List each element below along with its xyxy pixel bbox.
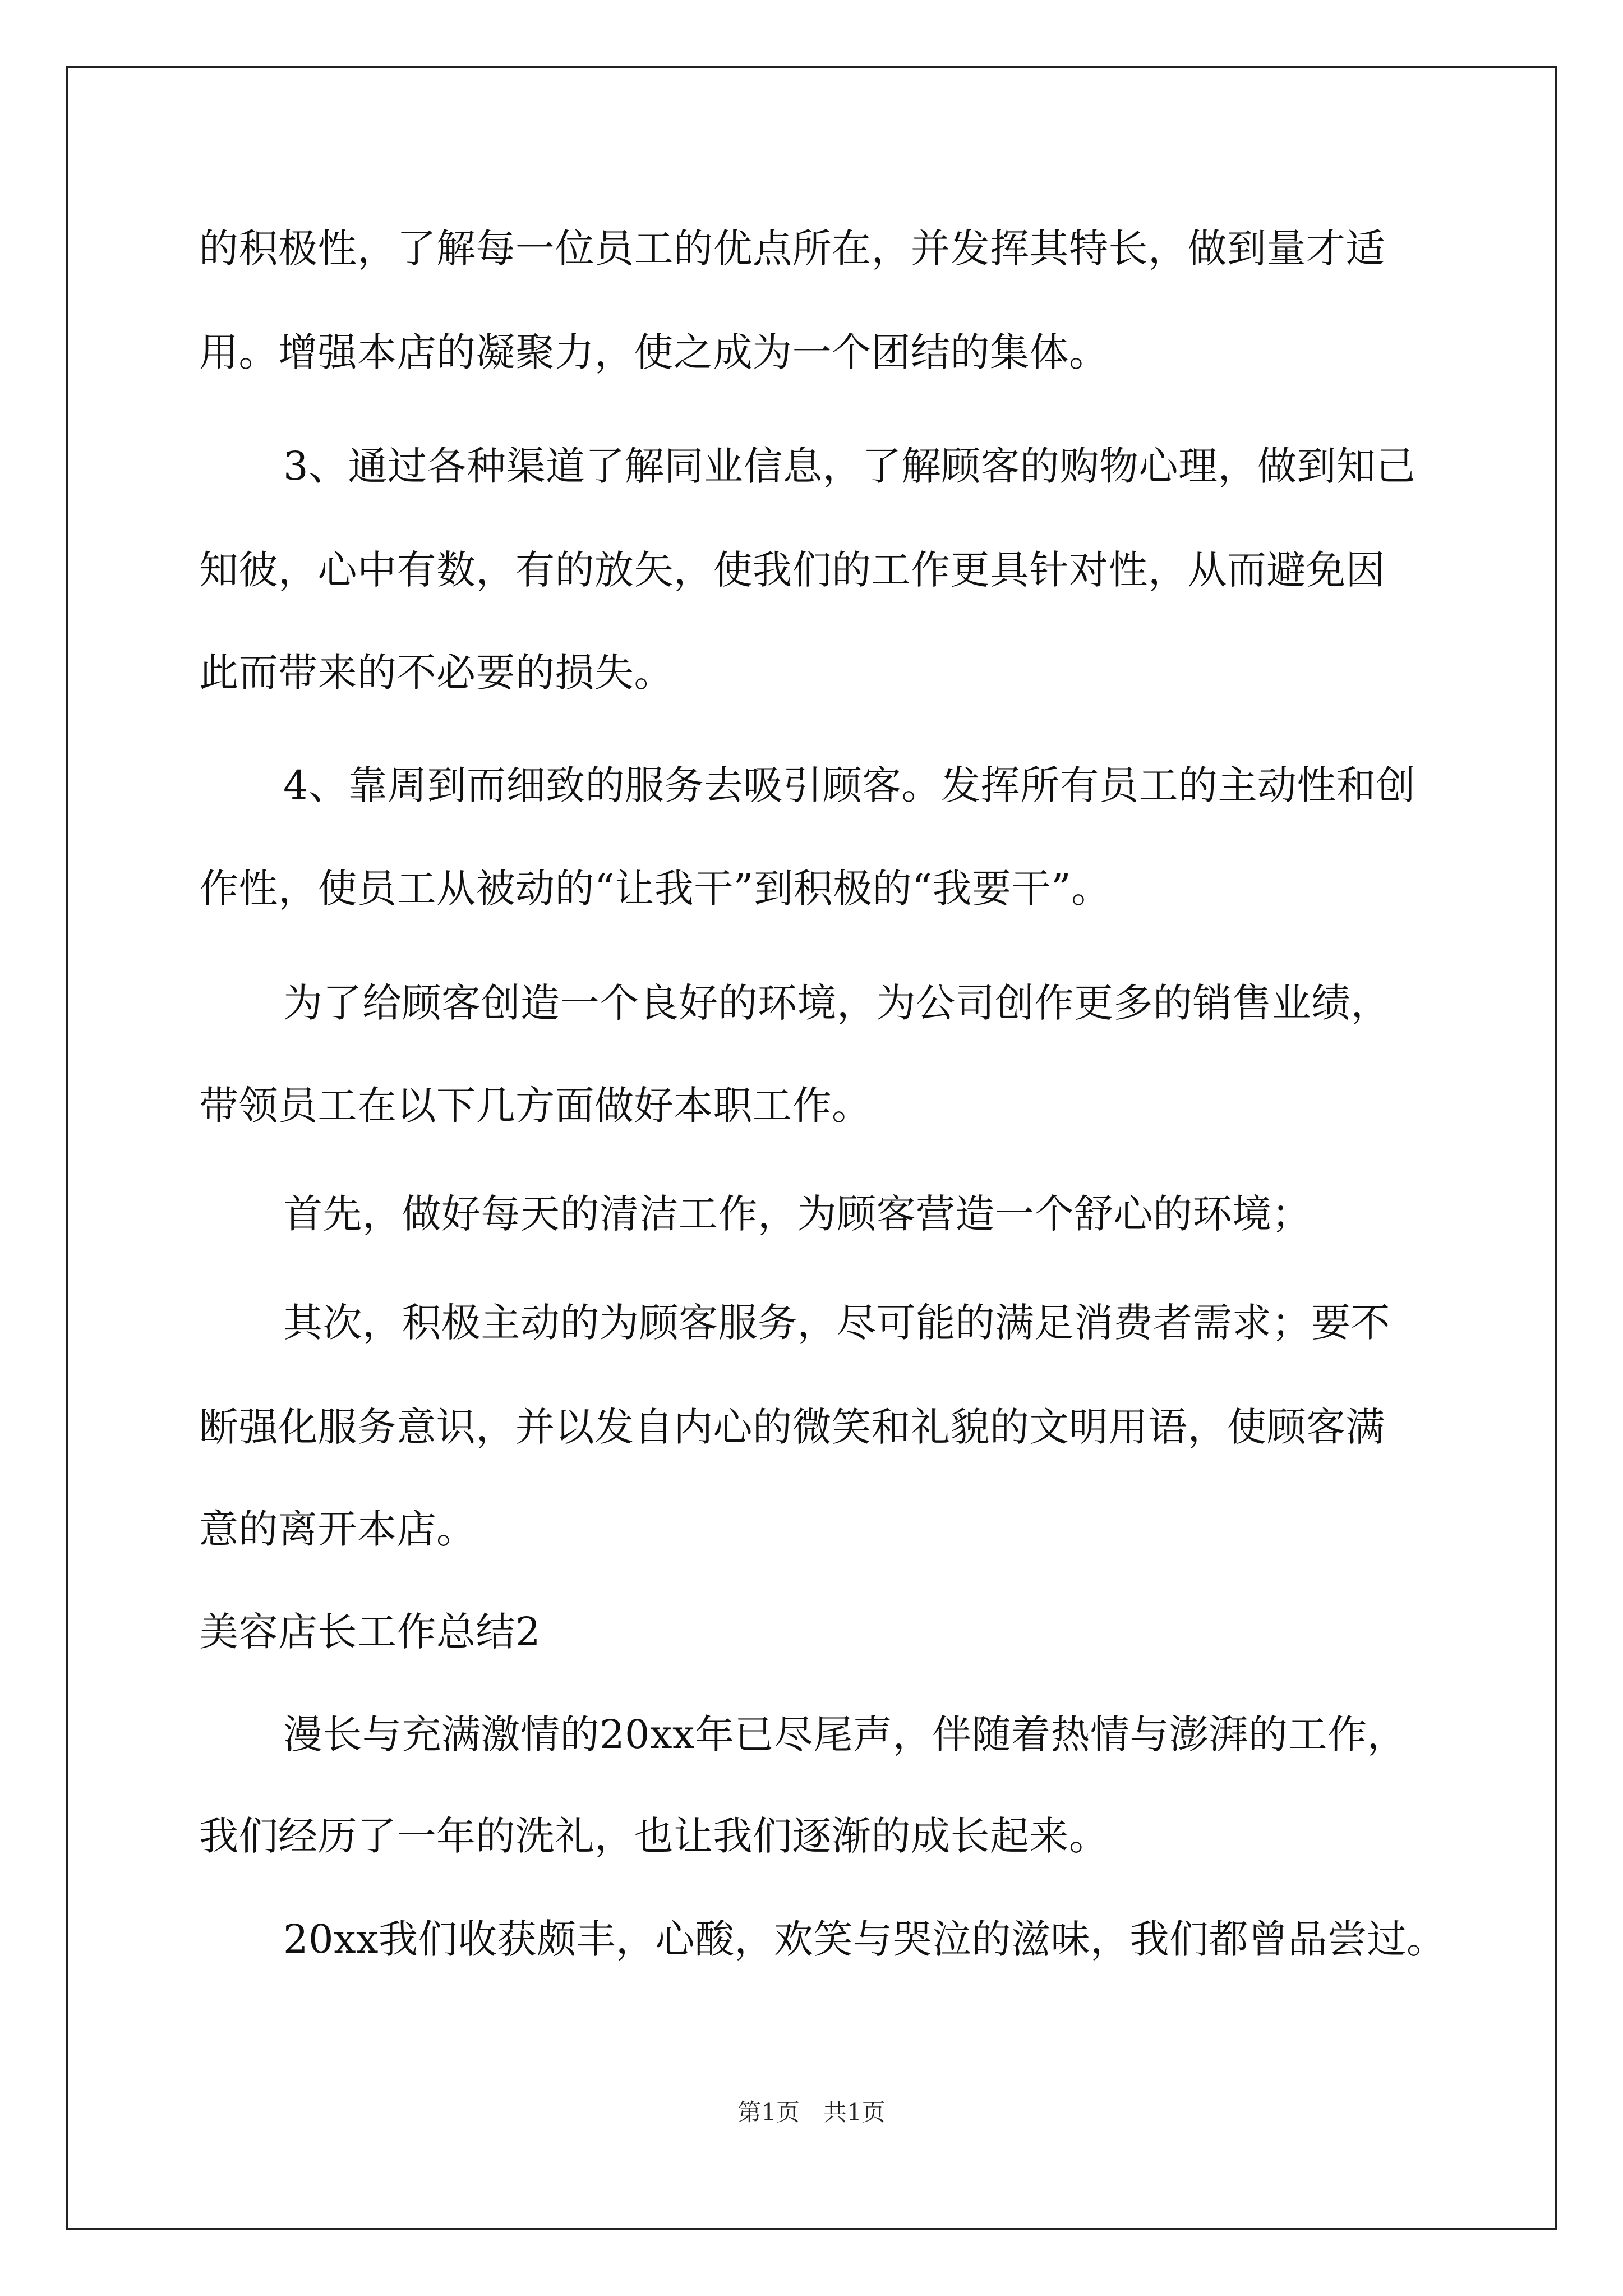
text-line: 首先，做好每天的清洁工作，为顾客营造一个舒心的环境； (283, 1191, 1311, 1237)
text-line: 意的离开本店。 (199, 1506, 476, 1552)
text-line: 断强化服务意识，并以发自内心的微笑和礼貌的文明用语，使顾客满 (199, 1404, 1385, 1450)
text-line: 作性，使员工从被动的“让我干”到积极的“我要干”。 (199, 866, 1111, 912)
page-footer: 第1页 共1页 (737, 2099, 886, 2126)
text-line: 此而带来的不必要的损失。 (199, 650, 674, 696)
text-line: 知彼，心中有数，有的放矢，使我们的工作更具针对性，从而避免因 (199, 547, 1385, 593)
text-line: 带领员工在以下几方面做好本职工作。 (199, 1083, 872, 1129)
text-line: 漫长与充满激情的20xx年已尽尾声，伴随着热情与澎湃的工作， (283, 1711, 1407, 1757)
section-heading: 美容店长工作总结2 (199, 1609, 541, 1655)
text-line: 用。增强本店的凝聚力，使之成为一个团结的集体。 (199, 329, 1109, 375)
text-line: 其次，积极主动的为顾客服务，尽可能的满足消费者需求；要不 (283, 1300, 1390, 1346)
text-line: 的积极性，了解每一位员工的优点所在，并发挥其特长，做到量才适 (199, 226, 1385, 272)
text-line: 20xx我们收获颇丰，心酸，欢笑与哭泣的滋味，我们都曾品尝过。 (283, 1916, 1446, 1962)
page-border (66, 66, 1557, 2230)
text-line: 3、通过各种渠道了解同业信息，了解顾客的购物心理，做到知己 (283, 443, 1416, 489)
text-line: 为了给顾客创造一个良好的环境，为公司创作更多的销售业绩， (283, 980, 1390, 1026)
text-line: 我们经历了一年的洗礼，也让我们逐渐的成长起来。 (199, 1813, 1109, 1859)
text-line: 4、靠周到而细致的服务去吸引顾客。发挥所有员工的主动性和创 (283, 762, 1416, 808)
